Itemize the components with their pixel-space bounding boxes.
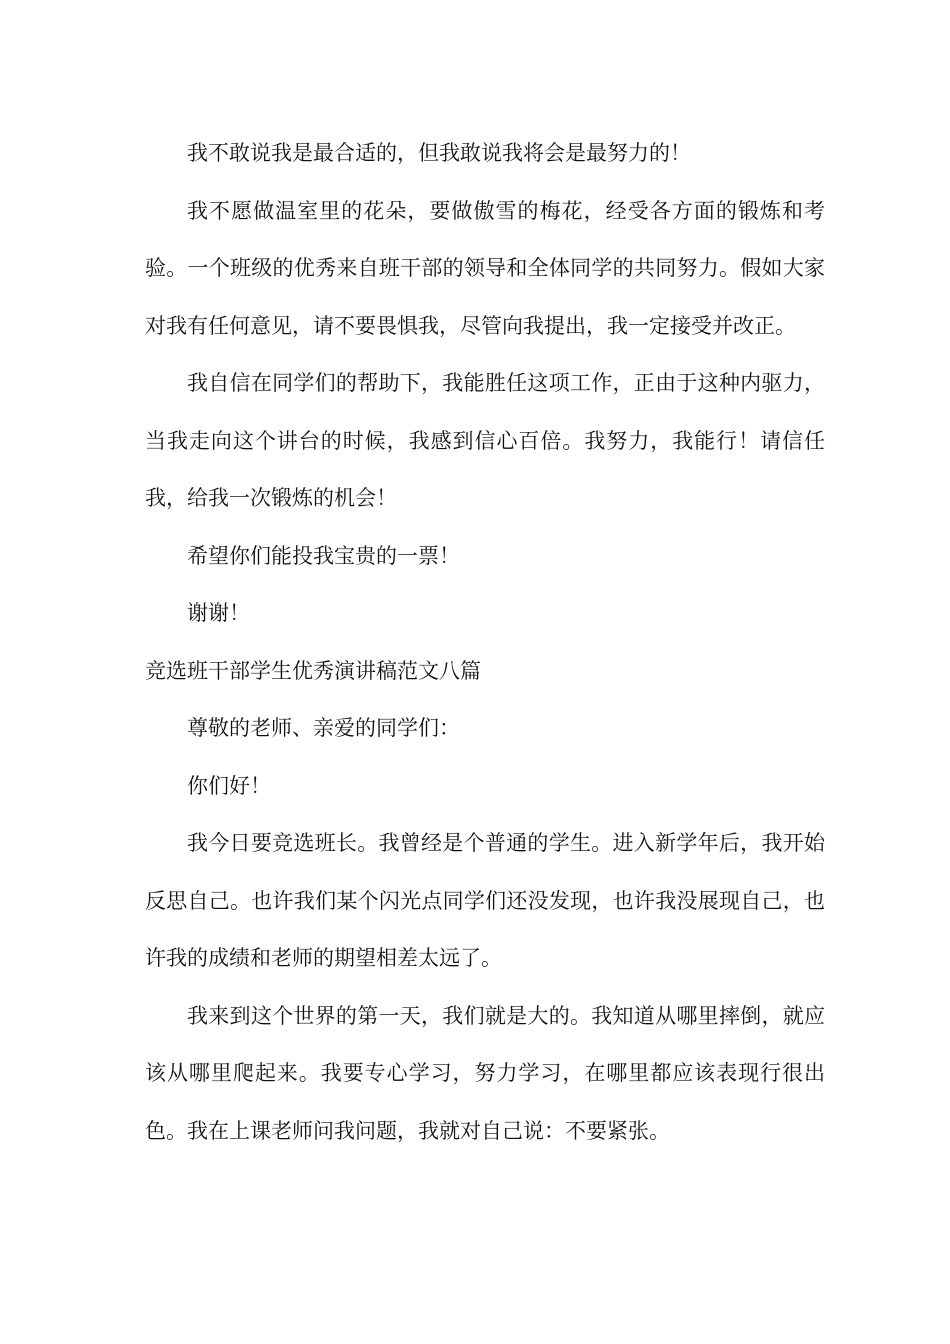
- paragraph-class-monitor: 我今日要竞选班长。我曾经是个普通的学生。进入新学年后，我开始反思自己。也许我们某个闪光点同学们还没发现，也许我没展现自己，也许我的成绩和老师的期望相差太远了。: [145, 831, 825, 970]
- paragraph-plum-blossom: 我不愿做温室里的花朵，要做傲雪的梅花，经受各方面的锻炼和考验。一个班级的优秀来自班干部的领导和全体同学的共同努力。假如大家对我有任何意见，请不要畏惧我，尽管向我提出，我一定接受并改正。: [145, 198, 825, 338]
- paragraph-greeting: 尊敬的老师、亲爱的同学们：: [187, 716, 460, 740]
- section-title: 竞选班干部学生优秀演讲稿范文八篇: [145, 658, 481, 683]
- paragraph-confidence: 我自信在同学们的帮助下，我能胜任这项工作，正由于这种内驱力，当我走向这个讲台的时候，我感到信心百倍。我努力，我能行！请信任我，给我一次锻炼的机会！: [145, 371, 825, 510]
- paragraph-closing-pledge: 我不敢说我是最合适的，但我敢说我将会是最努力的！: [187, 141, 691, 165]
- paragraph-thanks: 谢谢！: [187, 601, 250, 625]
- document-body: [145, 125, 825, 1160]
- paragraph-vote-request: 希望你们能投我宝贵的一票！: [187, 543, 460, 568]
- paragraph-hello: 你们好！: [187, 773, 271, 798]
- paragraph-first-day: 我来到这个世界的第一天，我们就是大的。我知道从哪里摔倒，就应该从哪里爬起来。我要专心学习，努力学习，在哪里都应该表现行很出色。我在上课老师问我问题，我就对自己说：不要紧张。: [145, 1003, 825, 1143]
